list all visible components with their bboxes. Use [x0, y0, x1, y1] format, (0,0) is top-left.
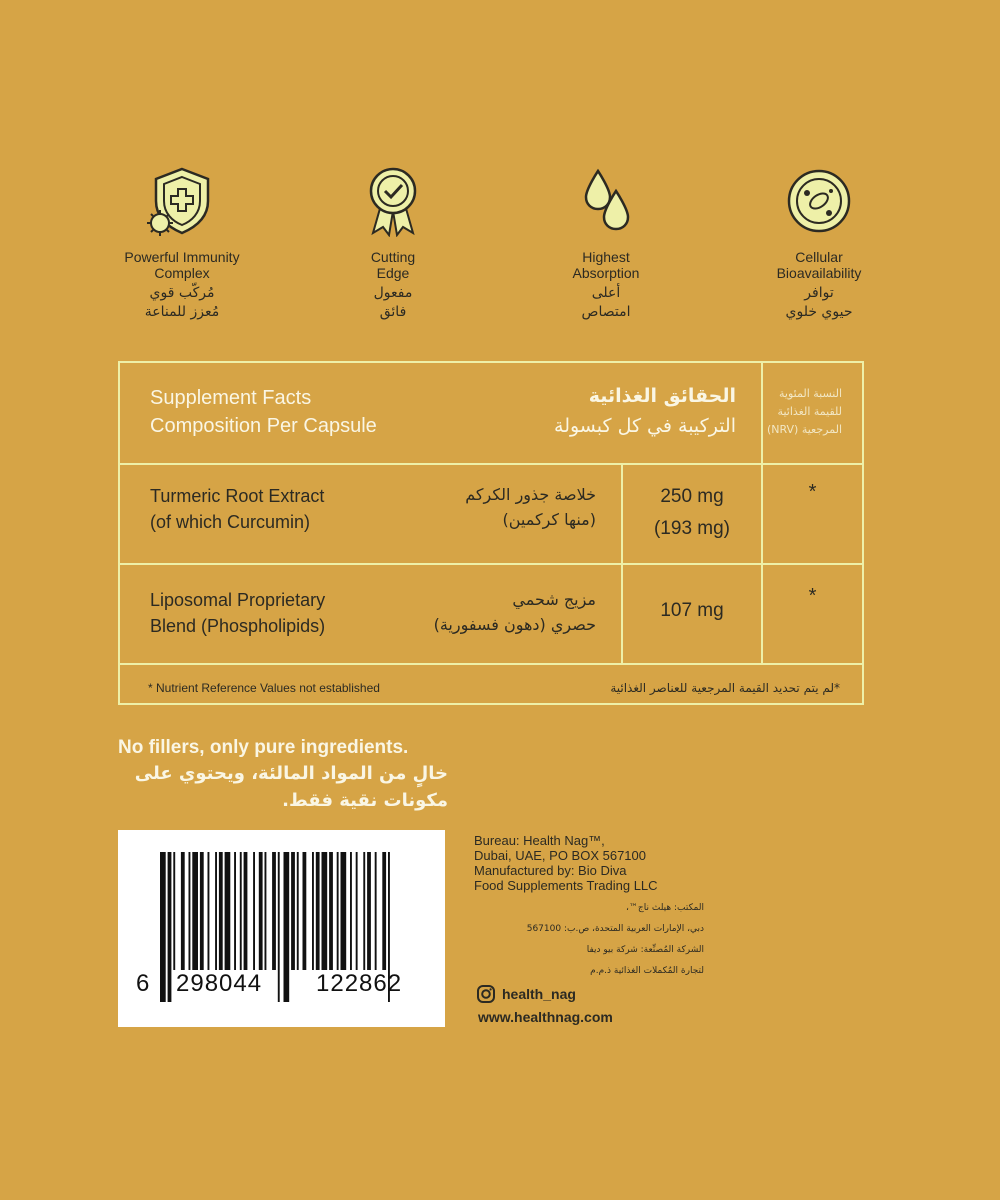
- barcode-bar: [303, 852, 307, 970]
- barcode-bar: [291, 852, 295, 970]
- barcode-bar: [259, 852, 263, 970]
- table-divider: [120, 563, 862, 565]
- company-info-ar: المكتب: هيلث ناج™، دبي، الإمارات العربية المتحدة، ص.ب: 567100 الشركة المُصنِّعة: شركة بيو ديفا لتجارة المُكملات الغذائية ذ.م.م: [526, 903, 704, 976]
- barcode-bar: [168, 852, 172, 1002]
- barcode-bar: [337, 852, 339, 970]
- ingredient-name-en: Liposomal Proprietary Blend (Phospholipids): [150, 590, 326, 636]
- company-info-en: Bureau: Health Nag™, Dubai, UAE, PO BOX 567100 Manufactured by: Bio Diva Food Supplements Trading LLC: [474, 833, 658, 893]
- barcode-bar: [192, 852, 198, 970]
- barcode-bar: [160, 852, 166, 1002]
- barcode-bar: [244, 852, 248, 970]
- barcode-digits-left: 298044: [176, 970, 263, 997]
- no-fillers-en: No fillers, only pure ingredients.: [118, 737, 409, 758]
- barcode-bar: [363, 852, 365, 970]
- feature-label-en: Powerful Immunity Complex: [124, 249, 240, 281]
- barcode-bar: [234, 852, 236, 970]
- feature-label-ar: مُركّب قوي مُعزز للمناعة: [144, 285, 220, 320]
- barcode-bar: [240, 852, 242, 970]
- nrv-value: *: [808, 481, 817, 503]
- instagram-link[interactable]: [476, 984, 576, 1004]
- table-divider: [120, 663, 862, 665]
- facts-subtitle-ar: التركيبة في كل كبسولة: [554, 415, 736, 437]
- feature-bioavailability: [729, 165, 909, 322]
- ingredient-amount: 250 mg (193 mg): [653, 486, 731, 539]
- nrv-value: *: [808, 585, 817, 607]
- feature-absorption: [516, 165, 696, 322]
- droplets-icon: [566, 165, 646, 237]
- barcode: [118, 830, 445, 1027]
- shield-cross-icon: [142, 165, 222, 237]
- barcode-bar: [208, 852, 210, 970]
- barcode-bar: [375, 852, 377, 970]
- barcode-bar: [341, 852, 347, 970]
- instagram-handle: health_nag: [502, 986, 576, 1002]
- feature-label-en: Highest Absorption: [572, 249, 640, 281]
- barcode-bar: [329, 852, 333, 970]
- cell-icon: [779, 165, 859, 237]
- barcode-bar: [382, 852, 386, 970]
- award-ribbon-icon: [353, 165, 433, 237]
- barcode-bar: [312, 852, 314, 970]
- barcode-digits-right: 122862: [316, 970, 403, 997]
- barcode-bar: [219, 852, 223, 970]
- barcode-bar: [253, 852, 255, 970]
- feature-label-en: Cellular Bioavailability: [776, 249, 862, 281]
- table-divider: [761, 363, 763, 663]
- facts-title-ar: الحقائق الغذائية: [588, 385, 736, 407]
- feature-cutting-edge: [303, 165, 483, 322]
- barcode-bar: [272, 852, 276, 970]
- facts-title-en: Supplement Facts: [150, 387, 312, 409]
- barcode-bar: [215, 852, 217, 970]
- barcode-bar: [225, 852, 231, 970]
- feature-immunity: [92, 165, 272, 322]
- barcode-bar: [200, 852, 204, 970]
- feature-label-ar: أعلى امتصاص: [581, 285, 631, 320]
- barcode-bar: [189, 852, 191, 970]
- no-fillers-ar: خالٍ من المواد المالئة، ويحتوي على مكونات نقية فقط.: [134, 763, 448, 811]
- barcode-bar: [173, 852, 175, 970]
- barcode-bar: [278, 852, 280, 1002]
- ingredient-name-ar: خلاصة جذور الكركم (منها كركمين): [465, 485, 596, 529]
- facts-subtitle-en: Composition Per Capsule: [150, 415, 377, 437]
- barcode-bar: [356, 852, 358, 970]
- footnote-ar: *لم يتم تحديد القيمة المرجعية للعناصر الغذائية: [610, 681, 840, 695]
- barcode-bar: [181, 852, 185, 970]
- footnote-en: * Nutrient Reference Values not established: [148, 681, 380, 695]
- barcode-digit-lead: 6: [136, 970, 151, 997]
- barcode-bar: [350, 852, 352, 970]
- barcode-bar: [284, 852, 290, 1002]
- nrv-header: النسبة المئوية للقيمة الغذائية المرجعية (NRV): [766, 387, 842, 436]
- barcode-bar: [367, 852, 371, 970]
- instagram-icon: [476, 984, 496, 1004]
- supplement-facts-table: [118, 361, 864, 705]
- feature-label-en: Cutting Edge: [370, 249, 416, 281]
- ingredient-name-ar: مزيج شحمي حصري (دهون فسفورية): [433, 590, 596, 634]
- ingredient-name-en: Turmeric Root Extract (of which Curcumin): [150, 486, 325, 532]
- feature-label-ar: توافر حيوي خلوي: [785, 285, 853, 320]
- barcode-bar: [265, 852, 267, 970]
- table-divider: [120, 463, 862, 465]
- ingredient-amount: 107 mg: [660, 600, 724, 621]
- barcode-bar: [297, 852, 299, 970]
- barcode-bar: [316, 852, 320, 970]
- feature-label-ar: مفعول فائق: [373, 285, 413, 320]
- website-link[interactable]: www.healthnag.com: [478, 1009, 613, 1025]
- barcode-bar: [322, 852, 328, 970]
